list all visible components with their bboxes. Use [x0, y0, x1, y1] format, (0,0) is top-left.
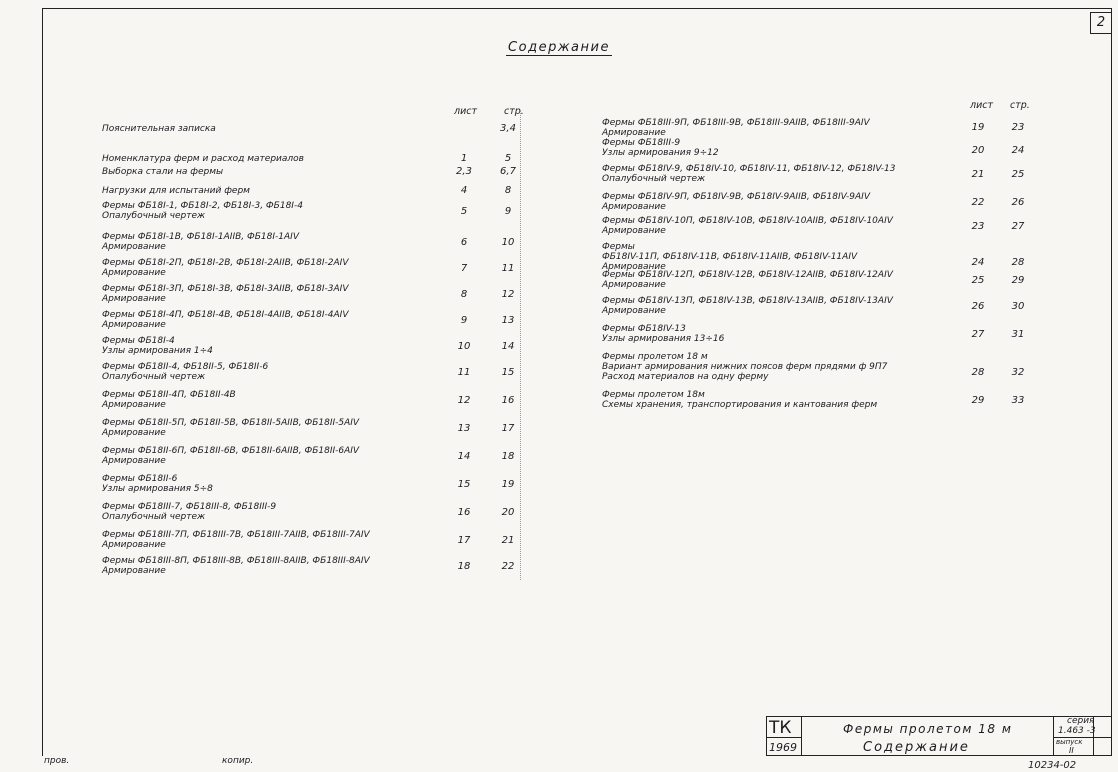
- row-title: [602, 390, 877, 410]
- row-title-line: Армирование: [602, 128, 666, 138]
- page-number-cell: 12: [501, 289, 515, 300]
- sheet-number: 13: [457, 423, 471, 434]
- row-title-line: Узлы армирования 13÷16: [602, 334, 725, 344]
- row-title: [102, 201, 303, 221]
- row-title-line: Фермы ФБ18III-7, ФБ18III-8, ФБ18III-9: [102, 502, 277, 512]
- page-number-cell: 19: [501, 479, 515, 490]
- row-title: [602, 242, 857, 272]
- page-number-cell: 31: [1011, 329, 1025, 340]
- page-title: [0, 40, 1118, 55]
- row-title-line: Фермы ФБ18II-5П, ФБ18II-5В, ФБ18II-5АIIВ, ФБ18II-5АIV: [102, 418, 360, 428]
- sheet-number: 16: [457, 507, 471, 518]
- row-title: [102, 167, 223, 177]
- row-title-line: Опалубочный чертеж: [102, 211, 206, 221]
- sheet-number: 8: [460, 289, 468, 300]
- row-title: [102, 474, 213, 494]
- doc-number: 10234-02: [1028, 760, 1077, 771]
- page-number-cell: 23: [1011, 122, 1025, 133]
- row-title-line: Фермы ФБ18II-4П, ФБ18II-4В: [102, 390, 236, 400]
- row-title: [602, 216, 893, 236]
- row-title-line: Фермы ФБ18I-3П, ФБ18I-3В, ФБ18I-3АIIВ, ФБ18I-3АIV: [102, 284, 349, 294]
- sheet-number: 18: [457, 561, 471, 572]
- page-number-cell: 16: [501, 395, 515, 406]
- sheet-number: 21: [971, 169, 985, 180]
- sheet-number: 7: [460, 263, 468, 274]
- sheet-number: 15: [457, 479, 471, 490]
- page-number-cell: 33: [1011, 395, 1025, 406]
- row-title-line: Армирование: [602, 202, 666, 212]
- sheet-number: 26: [971, 301, 985, 312]
- sheet-number: 1: [460, 153, 468, 164]
- sheet-number: 11: [457, 367, 471, 378]
- tb-divider: [801, 717, 802, 755]
- row-title-line: ФБ18IV-11П, ФБ18IV-11В, ФБ18IV-11АIIВ, ФБ18IV-11АIV: [602, 252, 858, 262]
- row-title-line: Фермы ФБ18IV-10П, ФБ18IV-10В, ФБ18IV-10АIIВ, ФБ18IV-10АIV: [602, 216, 893, 226]
- sheet-number: 12: [457, 395, 471, 406]
- sheet-number: 2,3: [456, 166, 472, 177]
- row-title: [102, 284, 348, 304]
- tb-name: Фермы пролетом 18 м: [843, 722, 1013, 736]
- row-title-line: Вариант армирования нижних поясов ферм прядями ф 9П7: [602, 362, 888, 372]
- row-title: [102, 124, 216, 134]
- row-title-line: Армирование: [102, 320, 166, 330]
- row-title-line: Пояснительная записка: [102, 124, 216, 134]
- row-title: [102, 390, 236, 410]
- row-title: [102, 310, 348, 330]
- left-sheet-header: лист: [454, 106, 478, 117]
- sheet-number: 17: [457, 535, 471, 546]
- row-title: [102, 232, 299, 252]
- sheet-number: 25: [971, 275, 985, 286]
- row-title-line: Узлы армирования 1÷4: [102, 346, 213, 356]
- tb-org: ТК: [769, 718, 792, 738]
- tb-sheet-title: Содержание: [863, 740, 970, 755]
- page-number-cell: 9: [504, 206, 512, 217]
- row-title-line: Нагрузки для испытаний ферм: [102, 186, 250, 196]
- row-title: [102, 154, 304, 164]
- sheet-number: 24: [971, 257, 985, 268]
- row-title-line: Армирование: [102, 428, 166, 438]
- row-title-line: Опалубочный чертеж: [102, 372, 206, 382]
- row-title: [602, 352, 887, 382]
- sheet-number: 27: [971, 329, 985, 340]
- row-title-line: Узлы армирования 5÷8: [102, 484, 213, 494]
- tb-issue-value: II: [1069, 746, 1074, 755]
- row-title-line: Узлы армирования 9÷12: [602, 148, 719, 158]
- checked-label: пров.: [44, 756, 70, 766]
- row-title: [102, 530, 370, 550]
- row-title-line: Армирование: [102, 566, 166, 576]
- row-title-line: Армирование: [602, 226, 666, 236]
- row-title: [602, 192, 870, 212]
- page-number-cell: 26: [1011, 197, 1025, 208]
- tb-issue-label: выпуск: [1056, 738, 1083, 746]
- row-title-line: Фермы ФБ18IV-9, ФБ18IV-10, ФБ18IV-11, ФБ18IV-12, ФБ18IV-13: [602, 164, 896, 174]
- row-title-line: Фермы ФБ18III-8П, ФБ18III-8В, ФБ18III-8АIIВ, ФБ18III-8АIV: [102, 556, 370, 566]
- row-title-line: Фермы ФБ18IV-12П, ФБ18IV-12В, ФБ18IV-12АIIВ, ФБ18IV-12АIV: [602, 270, 893, 280]
- row-title: [102, 336, 213, 356]
- row-title-line: Опалубочный чертеж: [602, 174, 706, 184]
- page-number-cell: 10: [501, 237, 515, 248]
- page-title-text: Содержание: [508, 40, 610, 55]
- sheet-number: 29: [971, 395, 985, 406]
- row-title-line: Фермы ФБ18I-4П, ФБ18I-4В, ФБ18I-4АIIВ, ФБ18I-4АIV: [102, 310, 349, 320]
- row-title-line: Армирование: [102, 242, 166, 252]
- row-title-line: Фермы ФБ18III-9П, ФБ18III-9В, ФБ18III-9АIIВ, ФБ18III-9АIV: [602, 118, 870, 128]
- row-title-line: Фермы пролетом 18 м: [602, 352, 708, 362]
- sheet-number: 6: [460, 237, 468, 248]
- page-number-cell: 3,4: [500, 123, 516, 134]
- row-title-line: Армирование: [602, 306, 666, 316]
- row-title-line: Выборка стали на фермы: [102, 167, 224, 177]
- tb-series-value: 1.463 -3: [1058, 726, 1096, 736]
- row-title-line: Фермы пролетом 18м: [602, 390, 705, 400]
- page-number-cell: 6,7: [500, 166, 516, 177]
- sheet-number: 14: [457, 451, 471, 462]
- tb-divider: [1053, 717, 1054, 755]
- sheet-number: 20: [971, 145, 985, 156]
- row-title-line: Армирование: [102, 294, 166, 304]
- row-title-line: Армирование: [102, 456, 166, 466]
- title-block: [766, 716, 1112, 756]
- page-number-cell: 32: [1011, 367, 1025, 378]
- page-number-cell: 27: [1011, 221, 1025, 232]
- row-title-line: Номенклатура ферм и расход материалов: [102, 154, 304, 164]
- page-number-cell: 21: [501, 535, 515, 546]
- page-number-cell: 11: [501, 263, 515, 274]
- row-title: [102, 446, 359, 466]
- row-title-line: Фермы ФБ18IV-9П, ФБ18IV-9В, ФБ18IV-9АIIВ, ФБ18IV-9АIV: [602, 192, 870, 202]
- right-page-header: стр.: [1010, 100, 1030, 111]
- row-title-line: Фермы ФБ18II-6: [102, 474, 178, 484]
- sheet-number: 10: [457, 341, 471, 352]
- left-page-header: стр.: [504, 106, 524, 117]
- page-number: 2: [1090, 12, 1112, 34]
- page-number-cell: 14: [501, 341, 515, 352]
- row-title: [602, 118, 870, 158]
- row-title-line: Фермы ФБ18II-6П, ФБ18II-6В, ФБ18II-6АIIВ, ФБ18II-6АIV: [102, 446, 360, 456]
- row-title-line: Армирование: [102, 400, 166, 410]
- sheet-number: 4: [460, 185, 468, 196]
- page-number-cell: 28: [1011, 257, 1025, 268]
- page-number-cell: 25: [1011, 169, 1025, 180]
- row-title-line: Фермы: [602, 242, 635, 252]
- row-title: [602, 164, 895, 184]
- sheet-number: 28: [971, 367, 985, 378]
- row-title-line: Фермы ФБ18III-7П, ФБ18III-7В, ФБ18III-7АIIВ, ФБ18III-7АIV: [102, 530, 370, 540]
- row-title-line: Фермы ФБ18II-4, ФБ18II-5, ФБ18II-6: [102, 362, 269, 372]
- row-title: [102, 556, 370, 576]
- page-number-cell: 20: [501, 507, 515, 518]
- sheet-number: 23: [971, 221, 985, 232]
- tb-year: 1969: [769, 741, 797, 754]
- row-title-line: Армирование: [102, 540, 166, 550]
- page-number-cell: 5: [504, 153, 512, 164]
- page-number-cell: 15: [501, 367, 515, 378]
- row-title: [102, 502, 276, 522]
- right-sheet-header: лист: [970, 100, 994, 111]
- tb-series-label: серия: [1067, 716, 1095, 726]
- row-title: [102, 418, 359, 438]
- row-title-line: Фермы ФБ18IV-13П, ФБ18IV-13В, ФБ18IV-13АIIВ, ФБ18IV-13АIV: [602, 296, 893, 306]
- page-number-cell: 18: [501, 451, 515, 462]
- row-title: [602, 296, 893, 316]
- row-title-line: Фермы ФБ18I-1, ФБ18I-2, ФБ18I-3, ФБ18I-4: [102, 201, 303, 211]
- sheet-number: 22: [971, 197, 985, 208]
- row-title-line: Фермы ФБ18I-1В, ФБ18I-1АIIВ, ФБ18I-1АIV: [102, 232, 299, 242]
- sheet-number: 19: [971, 122, 985, 133]
- row-title-line: Фермы ФБ18III-9: [602, 138, 681, 148]
- page-number-cell: 13: [501, 315, 515, 326]
- row-title: [102, 362, 268, 382]
- row-title-line: Фермы ФБ18I-4: [102, 336, 175, 346]
- row-title: [102, 186, 250, 196]
- row-title-line: Фермы ФБ18I-2П, ФБ18I-2В, ФБ18I-2АIIВ, ФБ18I-2АIV: [102, 258, 349, 268]
- sheet-number: 9: [460, 315, 468, 326]
- row-title: [602, 270, 893, 290]
- row-title-line: Фермы ФБ18IV-13: [602, 324, 686, 334]
- row-title-line: Расход материалов на одну ферму: [602, 372, 769, 382]
- page-number-cell: 30: [1011, 301, 1025, 312]
- copied-label: копир.: [222, 756, 254, 766]
- page-number-cell: 29: [1011, 275, 1025, 286]
- sheet-number: 5: [460, 206, 468, 217]
- row-title-line: Армирование: [102, 268, 166, 278]
- row-title-line: Схемы хранения, транспортирования и кантования ферм: [602, 400, 878, 410]
- page-number-cell: 17: [501, 423, 515, 434]
- row-title: [102, 258, 348, 278]
- row-title-line: Армирование: [602, 280, 666, 290]
- page-number-cell: 8: [504, 185, 512, 196]
- row-title-line: Армирование: [602, 262, 666, 272]
- page-number-cell: 24: [1011, 145, 1025, 156]
- row-title: [602, 324, 724, 344]
- page-number-cell: 22: [501, 561, 515, 572]
- sheet-frame: [42, 8, 1112, 756]
- row-title-line: Опалубочный чертеж: [102, 512, 206, 522]
